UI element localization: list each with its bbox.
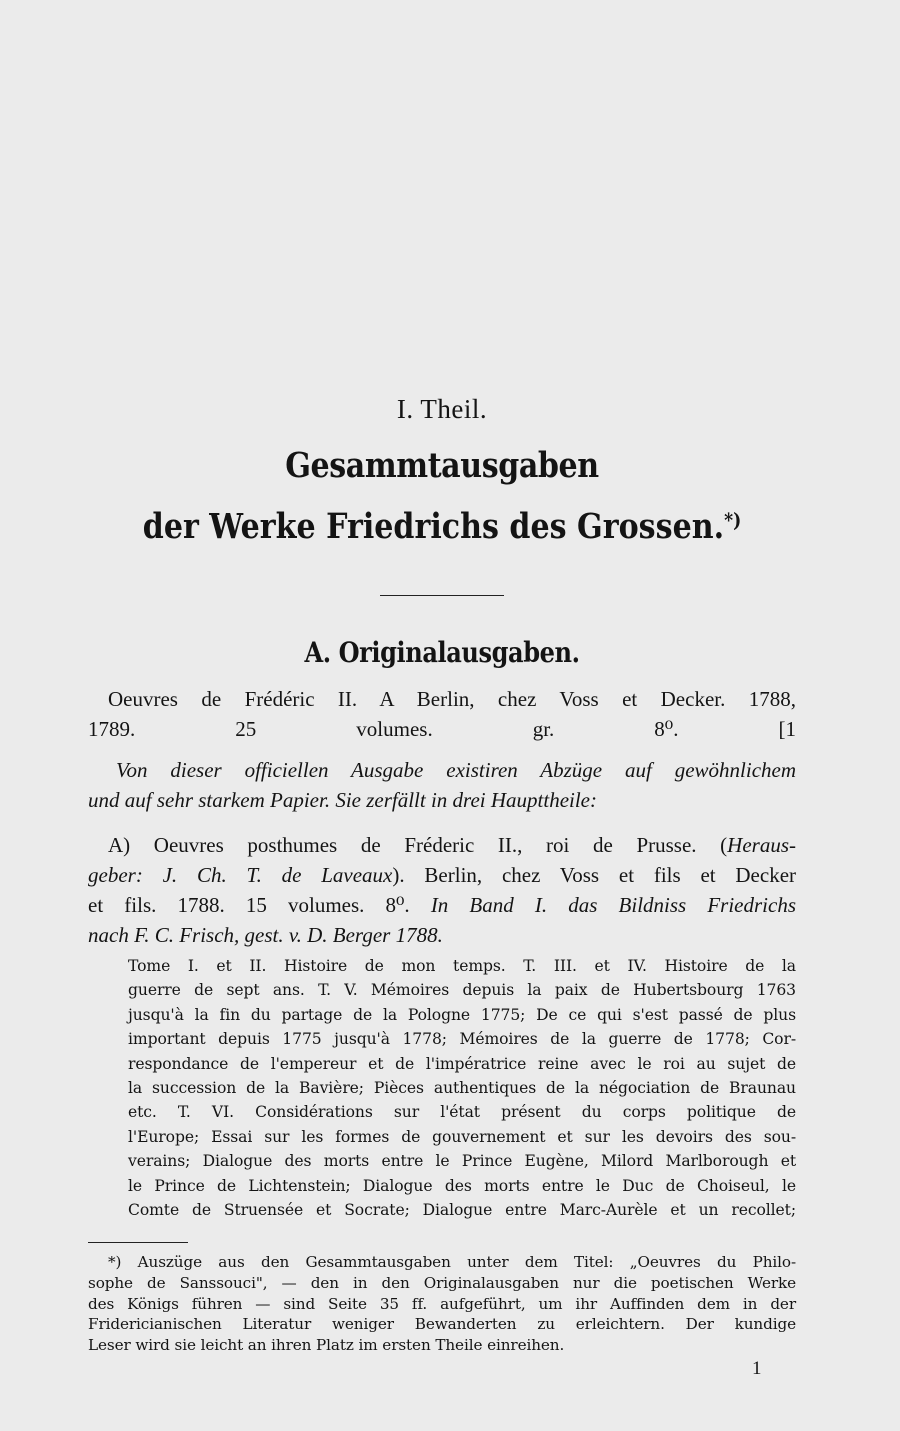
contents-line: Tome I. et II. Histoire de mon temps. T. III. et IV. Histoire de la [128, 957, 796, 975]
contents-line: etc. T. VI. Considérations sur l'état présent du corps politique de [128, 1103, 796, 1122]
contents-line: le Prince de Lichtenstein; Dialogue des morts entre le Duc de Choiseul, le [128, 1176, 796, 1195]
note-line-1: Von dieser officiellen Ausgabe existiren Abzüge auf gewöhnlichem [116, 758, 796, 782]
entry-1-line-1: Oeuvres de Frédéric II. A Berlin, chez Voss et Decker. 1788, [108, 687, 796, 711]
entry-1-note [88, 755, 796, 815]
footnote-line: Fridericianischen Literatur weniger Bewanderten zu erleichtern. Der kundige [88, 1315, 796, 1334]
main-title-line-2 [120, 506, 763, 547]
entry-1 [88, 684, 796, 744]
subentry-a-line-2-italic: geber: J. Ch. T. de Laveaux [88, 863, 393, 887]
subentry-a-line-1-italic: Heraus- [727, 833, 796, 857]
contents-line: l'Europe; Essai sur les formes de gouvernement et sur les devoirs des sou- [128, 1127, 796, 1146]
footnote-line: des Königs führen — sind Seite 35 ff. aufgeführt, um ihr Auffinden dem in der [88, 1294, 796, 1313]
contents-line: Comte de Struensée et Socrate; Dialogue entre Marc-Aurèle et un recollet; [128, 1201, 796, 1220]
subentry-a-line-3 [88, 890, 796, 920]
subentry-a-line-2-text: ). Berlin, chez Voss et fils et Decker [392, 863, 797, 887]
subentry-a-line-3-text: et fils. 1788. 15 volumes. 8⁰. [88, 893, 410, 917]
subentry-a [88, 830, 796, 950]
contents-line: important depuis 1775 jusqu'à 1778; Mémoires de la guerre de 1778; Cor- [128, 1030, 796, 1049]
title-divider [380, 595, 504, 596]
note-line-2: und auf sehr starkem Papier. Sie zerfällt in drei Haupttheile: [88, 788, 597, 812]
footnote-marker: *) [724, 508, 742, 532]
contents-line: respondance de l'empereur et de l'impératrice reine avec le roi au sujet de [128, 1054, 796, 1073]
subentry-a-line-2 [88, 860, 796, 890]
main-title-line-1: Gesammtausgaben [285, 445, 599, 486]
contents-line: jusqu'à la fin du partage de la Pologne 1775; De ce qui s'est passé de plus [128, 1005, 796, 1024]
footnote-line: Leser wird sie leicht an ihren Platz im ersten Theile einreihen. [88, 1336, 565, 1355]
part-title: I. Theil. [396, 394, 488, 424]
footnote-line: *) Auszüge aus den Gesammtausgaben unter dem Titel: „Oeuvres du Philo- [108, 1253, 796, 1271]
entry-1-line-2 [88, 714, 796, 744]
subentry-a-line-4: nach F. C. Frisch, gest. v. D. Berger 1788. [88, 923, 443, 947]
contents-list [128, 954, 796, 1222]
page-number: 1 [752, 1358, 762, 1379]
entry-1-text: 1789. 25 volumes. gr. 8⁰. [88, 717, 679, 741]
main-title-text: der Werke Friedrichs des Grossen. [142, 506, 725, 547]
section-title: A. Originalausgaben. [304, 636, 580, 669]
contents-line: la succession de la Bavière; Pièces authentiques de la négociation de Braunau [128, 1079, 796, 1098]
entry-number: [1 [778, 717, 796, 741]
subentry-a-line-1 [88, 830, 796, 860]
subentry-a-line-1-text: A) Oeuvres posthumes de Fréderic II., roi de Prusse. ( [108, 833, 728, 857]
contents-line: guerre de sept ans. T. V. Mémoires depuis la paix de Hubertsbourg 1763 [128, 981, 796, 1000]
contents-line: verains; Dialogue des morts entre le Prince Eugène, Milord Marlborough et [128, 1152, 796, 1171]
footnote-rule [88, 1242, 188, 1243]
footnote [88, 1252, 796, 1356]
subentry-a-line-3-italic: In Band I. das Bildniss Friedrichs [430, 893, 796, 917]
footnote-line: sophe de Sanssouci", — den in den Originalausgaben nur die poetischen Werke [88, 1273, 796, 1292]
